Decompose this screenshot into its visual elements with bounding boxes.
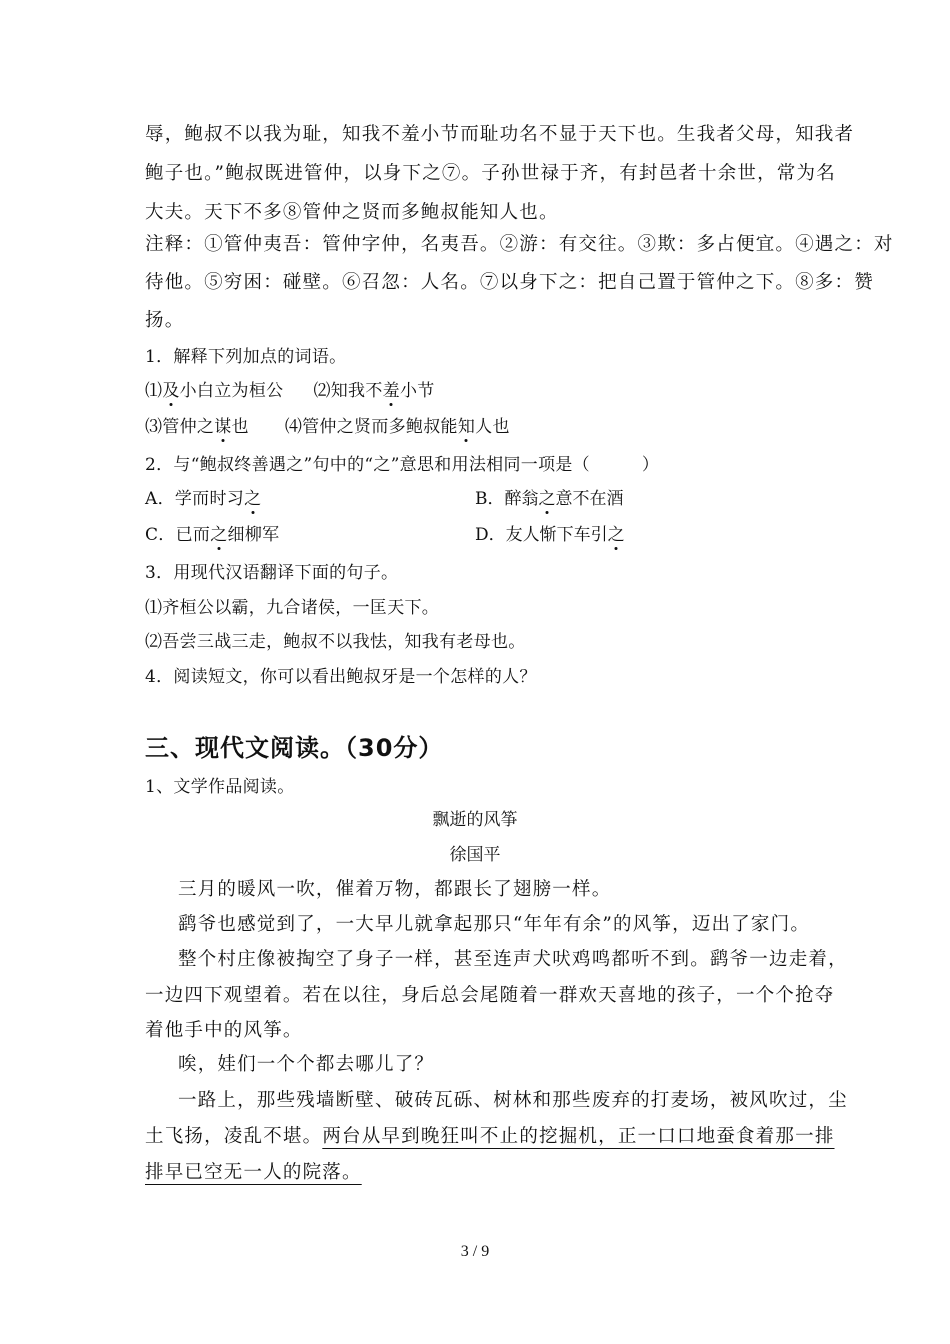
story-paragraph-4: 唉，娃们一个个都去哪儿了？ (178, 1054, 435, 1075)
question-3-stem: 3．用现代汉语翻译下面的句子。 (145, 563, 399, 583)
dotted-word-zhi-a: 之 (244, 484, 261, 509)
notes-line-3: 扬。 (145, 310, 185, 331)
underlined-sentence-part-2: 排早已空无一人的院落。 (145, 1162, 362, 1183)
dotted-word-zhi-c: 之 (210, 520, 227, 545)
question-4-stem: 4．阅读短文，你可以看出鲍叔牙是一个怎样的人？ (145, 667, 537, 687)
story-paragraph-3-line-1: 整个村庄像被掏空了身子一样，甚至连声犬吠鸡鸣都听不到。鹞爷一边走着， (178, 949, 848, 970)
passage-line-1: 辱，鲍叔不以我为耻，知我不羞小节而耻功名不显于天下也。生我者父母，知我者 (145, 124, 855, 145)
question-1-items-ab: ⑴及小白立为桓公 ⑵知我不羞小节 (145, 376, 435, 401)
story-paragraph-5-line-3 (145, 1158, 362, 1184)
story-paragraph-5-line-1: 一路上，那些残墙断壁、破砖瓦砾、树林和那些废弃的打麦场，被风吹过，尘 (178, 1090, 848, 1111)
paragraph-5-plain-text: 土飞扬，凌乱不堪。 (145, 1126, 323, 1147)
story-paragraph-1: 三月的暖风一吹，催着万物，都跟长了翅膀一样。 (178, 879, 612, 900)
dotted-word-zhi: 知 (458, 412, 475, 437)
story-paragraph-3-line-3: 着他手中的风筝。 (145, 1020, 303, 1041)
dotted-word-xiu: 羞 (383, 376, 400, 401)
option-b: B．醉翁之意不在酒 (475, 484, 624, 509)
option-d: D．友人惭下车引之 (475, 520, 625, 545)
notes-line-1: 注释：①管仲夷吾：管仲字仲，名夷吾。②游：有交往。③欺：多占便宜。④遇之：对 (145, 234, 894, 255)
story-paragraph-3-line-2: 一边四下观望着。若在以往，身后总会尾随着一群欢天喜地的孩子，一个个抢夺 (145, 985, 835, 1006)
page-number: 3 / 9 (460, 1243, 490, 1260)
section-3-subheading: 1、文学作品阅读。 (145, 777, 295, 797)
question-3-sentence-1: ⑴齐桓公以霸，九合诸侯，一匡天下。 (145, 598, 440, 618)
question-1-items-cd: ⑶管仲之谋也 ⑷管仲之贤而多鲍叔能知人也 (145, 412, 510, 437)
dotted-word-mou: 谋 (214, 412, 231, 437)
dotted-word-zhi-d: 之 (608, 520, 625, 545)
dotted-word-zhi-b: 之 (539, 484, 556, 509)
story-paragraph-5-line-2 (145, 1122, 835, 1148)
passage-line-3: 大夫。天下不多⑧管仲之贤而多鲍叔能知人也。 (145, 202, 559, 223)
section-3-title: 三、现代文阅读。（30分） (145, 734, 444, 762)
question-3-sentence-2: ⑵吾尝三战三走，鲍叔不以我怯，知我有老母也。 (145, 632, 526, 652)
option-a: A．学而时习之 (145, 484, 261, 509)
story-author: 徐国平 (449, 845, 501, 865)
question-1-stem: 1．解释下列加点的词语。 (145, 347, 347, 367)
story-title: 飘逝的风筝 (432, 810, 518, 830)
notes-line-2: 待他。⑤穷困：碰壁。⑥召忽：人名。⑦以身下之：把自己置于管仲之下。⑧多：赞 (145, 272, 874, 293)
underlined-sentence-part-1: 两台从早到晚狂叫不止的挖掘机，正一口口地蚕食着那一排 (322, 1126, 835, 1147)
question-2-stem: 2．与“鲍叔终善遇之”句中的“之”意思和用法相同一项是（ ） (145, 455, 660, 475)
option-c: C．已而之细柳军 (145, 520, 279, 545)
passage-line-2: 鲍子也。”鲍叔既进管仲，以身下之⑦。子孙世禄于齐，有封邑者十余世，常为名 (145, 163, 836, 184)
story-paragraph-2: 鹞爷也感觉到了，一大早儿就拿起那只“年年有余”的风筝，迈出了家门。 (178, 914, 811, 935)
dotted-word-ji: 及 (162, 376, 179, 401)
